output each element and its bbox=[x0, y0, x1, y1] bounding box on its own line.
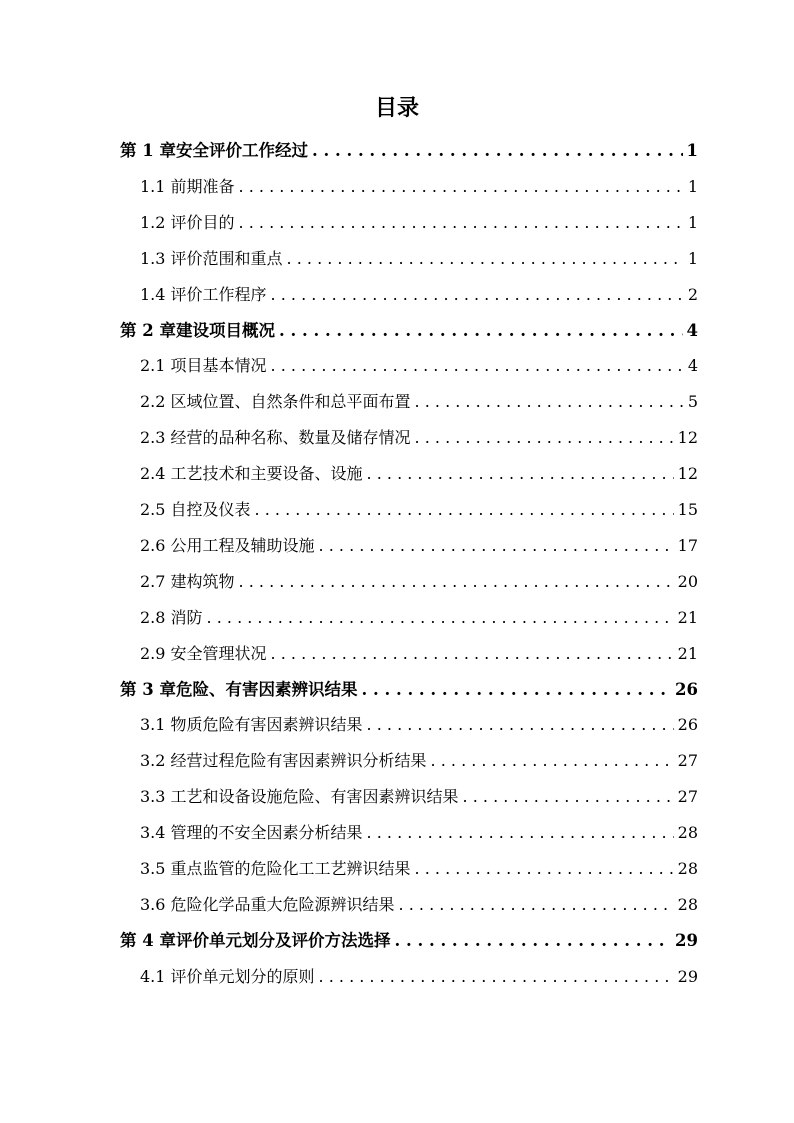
toc-entry-number: 2.9 bbox=[140, 643, 171, 663]
toc-section-entry[interactable] bbox=[140, 493, 698, 527]
toc-entry-page: 29 bbox=[677, 966, 698, 986]
toc-dot-leader bbox=[239, 170, 684, 204]
toc-entry-title: 前期准备 bbox=[170, 176, 235, 196]
toc-entry-title: 工艺技术和主要设备、设施 bbox=[170, 464, 363, 484]
toc-entry-title: 工艺和设备设施危险、有害因素辨识结果 bbox=[170, 787, 459, 807]
toc-section-entry[interactable] bbox=[140, 637, 698, 671]
toc-entry-title: 评价工作程序 bbox=[170, 284, 267, 304]
toc-entry-title: 评价单元划分的原则 bbox=[170, 966, 315, 986]
toc-section-entry[interactable] bbox=[140, 780, 698, 814]
toc-dot-leader bbox=[271, 637, 674, 671]
toc-entry-page: 28 bbox=[677, 823, 698, 843]
toc-section-entry[interactable] bbox=[140, 349, 698, 383]
toc-entry-number: 2.1 bbox=[140, 356, 171, 376]
toc-section-entry[interactable] bbox=[140, 816, 698, 850]
toc-entry-number: 2.6 bbox=[140, 535, 171, 555]
toc-title: 目录 bbox=[374, 95, 419, 121]
toc-entry-page: 2 bbox=[687, 284, 698, 304]
toc-dot-leader bbox=[271, 349, 684, 383]
toc-entry-title: 经营的品种名称、数量及储存情况 bbox=[170, 428, 411, 448]
toc-entry-number: 第 2 章 bbox=[120, 320, 176, 340]
toc-section-entry[interactable] bbox=[140, 170, 698, 204]
toc-entry-page: 21 bbox=[677, 643, 698, 663]
toc-entry-number: 第 1 章 bbox=[120, 141, 176, 160]
toc-dot-leader bbox=[319, 960, 674, 994]
toc-entry-title: 物质危险有害因素辨识结果 bbox=[170, 715, 363, 735]
toc-entry-title: 评价范围和重点 bbox=[170, 248, 283, 268]
toc-dot-leader bbox=[239, 206, 684, 240]
toc-section-entry[interactable] bbox=[140, 852, 698, 886]
toc-entry-title: 区域位置、自然条件和总平面布置 bbox=[170, 392, 411, 412]
toc-entry-page: 28 bbox=[677, 894, 698, 914]
toc-entry-number: 3.5 bbox=[140, 859, 171, 878]
toc-dot-leader bbox=[271, 278, 684, 312]
toc-entry-title: 建设项目概况 bbox=[175, 320, 275, 340]
toc-entry-page: 20 bbox=[677, 571, 698, 591]
toc-chapter-entry[interactable] bbox=[120, 924, 698, 958]
toc-section-entry[interactable] bbox=[140, 960, 698, 994]
toc-section-entry[interactable] bbox=[140, 888, 698, 922]
toc-entry-page: 26 bbox=[677, 715, 698, 735]
toc-entry-page: 5 bbox=[687, 392, 698, 412]
toc-entry-number: 3.1 bbox=[140, 715, 171, 735]
toc-section-entry[interactable] bbox=[140, 278, 698, 312]
toc-entry-title: 安全评价工作经过 bbox=[175, 141, 308, 160]
toc-dot-leader bbox=[239, 565, 674, 599]
toc-entry-number: 2.5 bbox=[140, 500, 171, 519]
toc-entry-title: 公用工程及辅助设施 bbox=[170, 535, 315, 555]
toc-section-entry[interactable] bbox=[140, 529, 698, 563]
toc-entry-page: 17 bbox=[677, 535, 698, 555]
toc-entry-page: 27 bbox=[677, 787, 698, 807]
toc-entry-page: 15 bbox=[677, 500, 698, 519]
toc-section-entry[interactable] bbox=[140, 565, 698, 599]
toc-entry-page: 4 bbox=[687, 356, 698, 376]
toc-entry-number: 2.2 bbox=[140, 392, 171, 412]
toc-entry-page: 1 bbox=[687, 176, 698, 196]
toc-dot-leader bbox=[312, 134, 683, 168]
toc-dot-leader bbox=[207, 601, 674, 635]
toc-section-entry[interactable] bbox=[140, 385, 698, 419]
toc-entry-title: 自控及仪表 bbox=[170, 500, 251, 519]
toc-dot-leader bbox=[367, 708, 674, 742]
toc-dot-leader bbox=[319, 529, 674, 563]
toc-entry-page: 1 bbox=[687, 212, 698, 232]
toc-dot-leader bbox=[367, 457, 674, 491]
toc-entry-number: 1.4 bbox=[140, 284, 171, 304]
toc-dot-leader bbox=[415, 421, 674, 455]
toc-section-entry[interactable] bbox=[140, 708, 698, 742]
toc-section-entry[interactable] bbox=[140, 601, 698, 635]
toc-section-entry[interactable] bbox=[140, 457, 698, 491]
toc-entry-page: 27 bbox=[677, 751, 698, 771]
toc-dot-leader bbox=[361, 673, 671, 707]
toc-entry-title: 评价目的 bbox=[170, 212, 235, 232]
toc-entry-page: 21 bbox=[677, 607, 698, 627]
toc-chapter-entry[interactable] bbox=[120, 134, 698, 168]
toc-entry-number: 3.3 bbox=[140, 787, 171, 807]
toc-entry-title: 管理的不安全因素分析结果 bbox=[170, 823, 363, 843]
toc-entry-number: 1.2 bbox=[140, 212, 171, 232]
toc-entry-page: 4 bbox=[686, 320, 698, 340]
toc-dot-leader bbox=[431, 744, 674, 778]
toc-entry-number: 2.8 bbox=[140, 607, 171, 627]
toc-entry-title: 危险、有害因素辨识结果 bbox=[175, 679, 358, 699]
toc-dot-leader bbox=[367, 816, 674, 850]
toc-entry-number: 1.1 bbox=[140, 176, 171, 196]
toc-entry-number: 4.1 bbox=[140, 966, 171, 986]
toc-section-entry[interactable] bbox=[140, 744, 698, 778]
toc-dot-leader bbox=[463, 780, 674, 814]
toc-entry-page: 12 bbox=[677, 464, 698, 484]
toc-entry-number: 3.2 bbox=[140, 751, 171, 771]
toc-entry-number: 2.3 bbox=[140, 428, 171, 448]
toc-entry-title: 建构筑物 bbox=[170, 571, 235, 591]
toc-entry-number: 2.7 bbox=[140, 571, 171, 591]
toc-entry-title: 消防 bbox=[170, 607, 203, 627]
toc-dot-leader bbox=[255, 493, 674, 527]
toc-section-entry[interactable] bbox=[140, 206, 698, 240]
toc-dot-leader bbox=[287, 242, 684, 276]
toc-entry-number: 1.3 bbox=[140, 248, 171, 268]
toc-entry-page: 1 bbox=[686, 141, 698, 160]
toc-entry-number: 第 3 章 bbox=[120, 679, 176, 699]
toc-chapter-entry[interactable] bbox=[120, 673, 698, 707]
toc-entry-title: 经营过程危险有害因素辨识分析结果 bbox=[170, 751, 427, 771]
toc-dot-leader bbox=[279, 314, 683, 348]
toc-dot-leader bbox=[415, 385, 684, 419]
toc-dot-leader bbox=[415, 852, 674, 886]
toc-entry-title: 项目基本情况 bbox=[170, 356, 267, 376]
toc-dot-leader bbox=[394, 924, 671, 958]
toc-entry-page: 1 bbox=[687, 248, 698, 268]
toc-entry-number: 第 4 章 bbox=[120, 930, 176, 950]
toc-entry-page: 29 bbox=[675, 930, 698, 950]
toc-entry-title: 安全管理状况 bbox=[170, 643, 267, 663]
toc-entry-page: 12 bbox=[677, 428, 698, 448]
toc-entry-page: 28 bbox=[677, 859, 698, 878]
toc-chapter-entry[interactable] bbox=[120, 314, 698, 348]
toc-entry-title: 重点监管的危险化工工艺辨识结果 bbox=[170, 859, 411, 878]
toc-entry-title: 评价单元划分及评价方法选择 bbox=[175, 930, 391, 950]
toc-entry-page: 26 bbox=[675, 679, 698, 699]
toc-entry-number: 3.4 bbox=[140, 823, 171, 843]
toc-entry-number: 2.4 bbox=[140, 464, 171, 484]
toc-section-entry[interactable] bbox=[140, 242, 698, 276]
toc-entry-number: 3.6 bbox=[140, 894, 171, 914]
toc-dot-leader bbox=[399, 888, 674, 922]
toc-section-entry[interactable] bbox=[140, 421, 698, 455]
toc-entry-title: 危险化学品重大危险源辨识结果 bbox=[170, 894, 395, 914]
